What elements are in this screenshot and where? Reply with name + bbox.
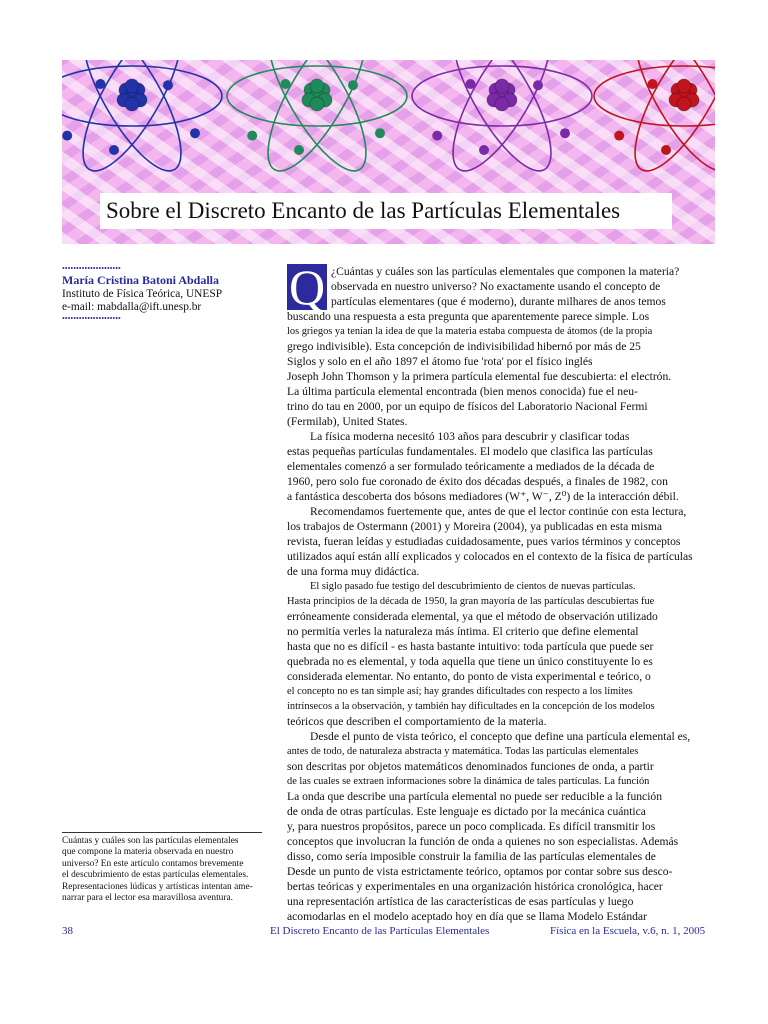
body-line: son descritas por objetos matemáticos denominados funciones de onda, a partir: [287, 760, 654, 773]
body-line: Recomendamos fuertemente que, antes de que el lector continúe con esta lectura,: [310, 505, 687, 518]
body-line: no permitía verles la naturaleza más íntima. El criterio que define elemental: [287, 625, 639, 638]
body-line: teóricos que describen el comportamiento de la materia.: [287, 715, 547, 728]
electron: [614, 131, 624, 141]
body-line: trino do tau en 2000, por un equipo de físicos del Laboratorio Nacional Fermi: [287, 400, 648, 413]
nucleon: [310, 79, 324, 93]
author-name: María Cristina Batoni Abdalla: [62, 273, 220, 287]
drop-cap: Q: [288, 259, 326, 315]
body-line: buscando una respuesta a esta pregunta que aparentemente parece simple. Los: [287, 310, 650, 323]
electron: [348, 80, 358, 90]
abstract-line: el descubrimiento de estas partículas elementales.: [62, 870, 249, 881]
nucleon: [495, 97, 509, 111]
footer-title: El Discreto Encanto de las Partículas Elementales: [270, 925, 490, 937]
electron: [247, 131, 257, 141]
electron: [648, 79, 658, 89]
body-line: de onda de otras partículas. Este lenguaje es dictado por la mecánica cuántica: [287, 805, 646, 818]
header-banner: [62, 60, 715, 244]
abstract: [62, 836, 267, 904]
body-line: acomodarlas en el modelo aceptado hoy en día que se llama Modelo Estándar: [287, 910, 647, 923]
body-line: el concepto no es tan simple así; hay grandes dificultades con respecto a los límites: [287, 686, 633, 697]
author-email: e-mail: mabdalla@ift.unesp.br: [62, 301, 202, 313]
body-line: El siglo pasado fue testigo del descubrimiento de cientos de nuevas partículas.: [310, 581, 636, 592]
body-line: La física moderna necesitó 103 años para descubrir y clasificar todas: [310, 430, 630, 443]
nucleon: [125, 79, 139, 93]
body-line: grego indivisible). Esta concepción de indivisibilidad hibernó por más de 25: [287, 340, 641, 353]
electron: [62, 131, 72, 141]
electron: [533, 80, 543, 90]
body-line: Joseph John Thomson y la primera partícula elemental fue descubierta: el electrón.: [287, 370, 672, 383]
electron: [560, 128, 570, 138]
body-line: ¿Cuántas y cuáles son las partículas elementales que componen la materia?: [331, 265, 680, 278]
body-line: observada en nuestro universo? No exactamente usando el concepto de: [331, 280, 661, 293]
abstract-line: Representaciones lúdicas y artísticas intentan ame-: [62, 881, 253, 892]
body-line: hasta que no es difícil - es hasta bastante intuitivo: toda partícula que puede ser: [287, 640, 654, 653]
electron: [432, 131, 442, 141]
body-line: de una forma muy didáctica.: [287, 565, 420, 578]
author-divider-top: •••••••••••••••••••••: [62, 264, 121, 273]
electron: [109, 145, 119, 155]
body-line: partículas elementares (que é moderno), durante milhares de anos temos: [331, 295, 666, 308]
body-line: utilizados aquí están allí explicados y colocados en el contexto de la física de partículas: [287, 550, 693, 563]
electron: [96, 79, 106, 89]
electron: [479, 145, 489, 155]
body-line: (Fermilab), United States.: [287, 415, 408, 428]
body-line: quebrada no es elemental, y toda aquella que tiene un único constituyente lo es: [287, 655, 653, 668]
electron: [466, 79, 476, 89]
page-title: Sobre el Discreto Encanto de las Partículas Elementales: [106, 198, 621, 223]
nucleon: [677, 79, 691, 93]
body-line: a fantástica descoberta dos bósons mediadores (W⁺, W⁻, Z⁰) de la interacción débil.: [287, 490, 679, 503]
nucleon: [495, 79, 509, 93]
electron: [661, 145, 671, 155]
body-line: de las cuales se extraen informaciones sobre la dinámica de tales partículas. La función: [287, 776, 650, 787]
atom-icon: [62, 60, 222, 184]
body-line: erróneamente considerada elemental, ya que el método de observación utilizado: [287, 610, 658, 623]
body-line: Desde un punto de vista estrictamente teórico, optamos por contar sobre sus desco-: [287, 865, 673, 878]
abstract-line: universo? En este artículo contamos brevemente: [62, 858, 244, 869]
body-line: estas pequeñas partículas fundamentales. El modelo que clasifica las partículas: [287, 445, 653, 458]
abstract-rule: [62, 832, 262, 833]
abstract-line: narrar para el lector esa maravillosa aventura.: [62, 893, 233, 904]
nucleon: [310, 97, 324, 111]
body-line: antes de todo, de naturaleza abstracta y matemática. Todas las partículas elementales: [287, 746, 639, 757]
body-line: La última partícula elemental encontrada (bien menos conocida) fue el neu-: [287, 385, 638, 398]
body-line: y, para nuestros propósitos, parece un poco complicada. Es difícil transmitir los: [287, 820, 656, 833]
body-line: los trabajos de Ostermann (2001) y Moreira (2004), ya publicadas en esta misma: [287, 520, 663, 533]
page-number: 38: [62, 925, 73, 937]
abstract-line: que compone la materia observada en nuestro: [62, 847, 234, 858]
footer-journal: Física en la Escuela, v.6, n. 1, 2005: [550, 925, 706, 937]
title-box: [100, 193, 672, 229]
body-line: intrínsecos a la observación, y también hay dificultades en la concepción de los modelos: [287, 701, 655, 712]
body-line: Hasta principios de la década de 1950, la gran mayoría de las partículas descubiertas fue: [287, 596, 655, 607]
nucleon: [125, 97, 139, 111]
electron: [375, 128, 385, 138]
nucleon: [677, 97, 691, 111]
electron: [163, 80, 173, 90]
body-line: disso, como sería imposible construir la familia de las partículas elementales de: [287, 850, 656, 863]
body-line: una representación artística de las características de esas partículas y luego: [287, 895, 634, 908]
body-line: La onda que describe una partícula elemental no puede ser reducible a la función: [287, 790, 663, 803]
body-line: considerada elementar. No entanto, do ponto de vista experimental e teórico, o: [287, 670, 651, 683]
body-line: Desde el punto de vista teórico, el concepto que define una partícula elemental es,: [310, 730, 691, 743]
body-line: revista, fueran leídas y estudiadas cuidadosamente, pues varios términos y conceptos: [287, 535, 681, 548]
electron: [281, 79, 291, 89]
body-line: elementales comenzó a ser formulado teóricamente a mediados de la década de: [287, 460, 655, 473]
electron: [190, 128, 200, 138]
abstract-line: Cuántas y cuáles son las partículas elementales: [62, 836, 239, 846]
body-line: bertas teóricas y experimentales en una organización histórica cronológica, hacer: [287, 880, 663, 893]
atom-icon: [227, 60, 407, 184]
body-line: 1960, pero solo fue coronado de éxito dos décadas después, a finales de 1982, con: [287, 475, 668, 488]
body-line: Siglos y solo en el año 1897 el átomo fue 'rota' por el físico inglés: [287, 355, 593, 368]
body-line: conceptos que involucran la función de onda a quienes no son especialistas. Además: [287, 835, 679, 848]
author-affiliation: Instituto de Física Teórica, UNESP: [62, 288, 223, 300]
body-line: los griegos ya tenían la idea de que la materia estaba compuesta de átomos (de la propia: [287, 326, 653, 337]
electron: [294, 145, 304, 155]
atom-icon: [594, 60, 715, 184]
author-divider-bottom: •••••••••••••••••••••: [62, 314, 121, 323]
atom-icon: [412, 60, 592, 184]
